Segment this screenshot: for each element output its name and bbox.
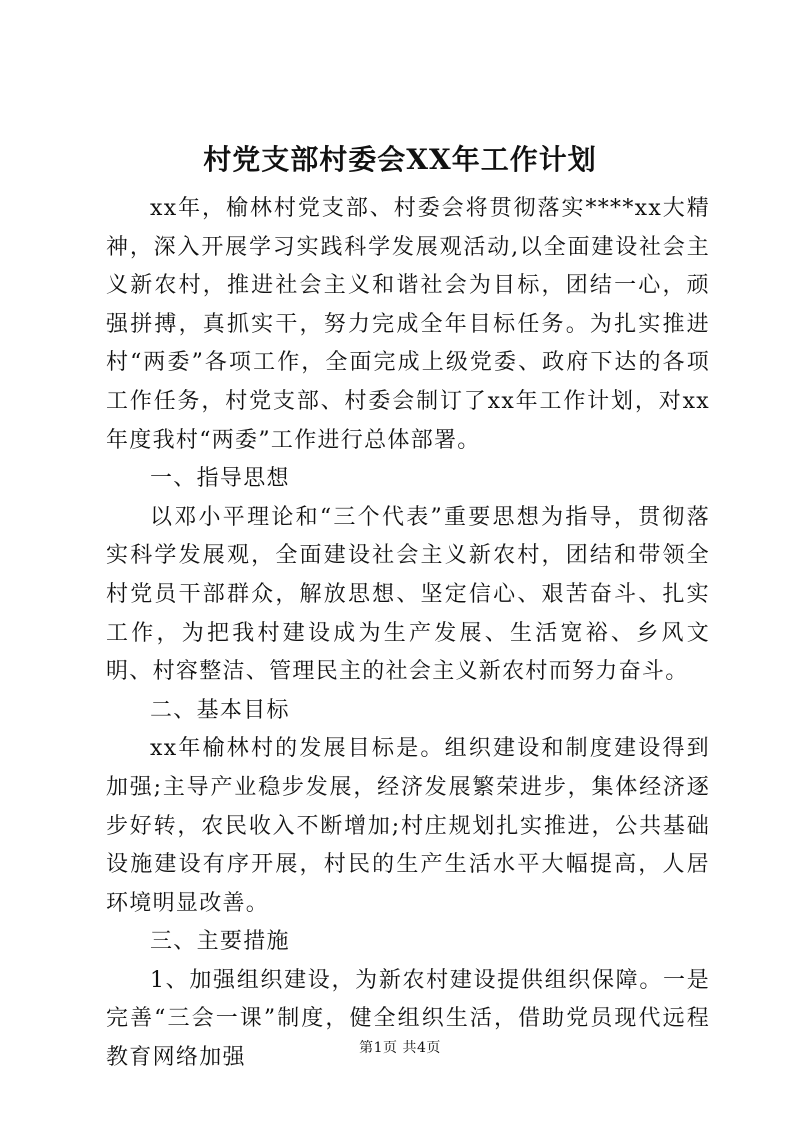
section-heading-main-measures: 三、主要措施 [150, 929, 290, 955]
intro-paragraph: xx年，榆林村党支部、村委会将贯彻落实****xx大精神，深入开展学习实践科学发展观活动,以全面建设社会主义新农村，推进社会主义和谐社会为目标，团结一心，顽强拼搏，真抓实干，努力完成全年目标任务。为扎实推进村“两委”各项工作，全面完成上级党委、政府下达的各项工作任务，村党支部、村委会制订了xx年工作计划，对xx年度我村“两委”工作进行总体部署。 [106, 196, 710, 453]
main-measures-paragraph: 1、加强组织建设，为新农村建设提供组织保障。一是完善“三会一课”制度，健全组织生活，借助党员现代远程教育网络加强 [106, 967, 710, 1071]
guiding-ideology-paragraph: 以邓小平理论和“三个代表”重要思想为指导，贯彻落实科学发展观，全面建设社会主义新农村，团结和带领全村党员干部群众，解放思想、坚定信心、艰苦奋斗、扎实工作，为把我村建设成为生产发展、生活宽裕、乡风文明、村容整洁、管理民主的社会主义新农村而努力奋斗。 [106, 504, 710, 685]
section-heading-guiding-ideology: 一、指导思想 [150, 466, 290, 492]
section-heading-basic-goals: 二、基本目标 [150, 697, 290, 723]
document-body [106, 190, 710, 1078]
page-footer: 第1页 共4页 [359, 1040, 441, 1056]
basic-goals-paragraph: xx年榆林村的发展目标是。组织建设和制度建设得到加强;主导产业稳步发展，经济发展繁荣进步，集体经济逐步好转，农民收入不断增加;村庄规划扎实推进，公共基础设施建设有序开展，村民的生产生活水平大幅提高，人居环境明显改善。 [106, 736, 710, 916]
document-title: 村党支部村委会XX年工作计划 [203, 143, 597, 176]
